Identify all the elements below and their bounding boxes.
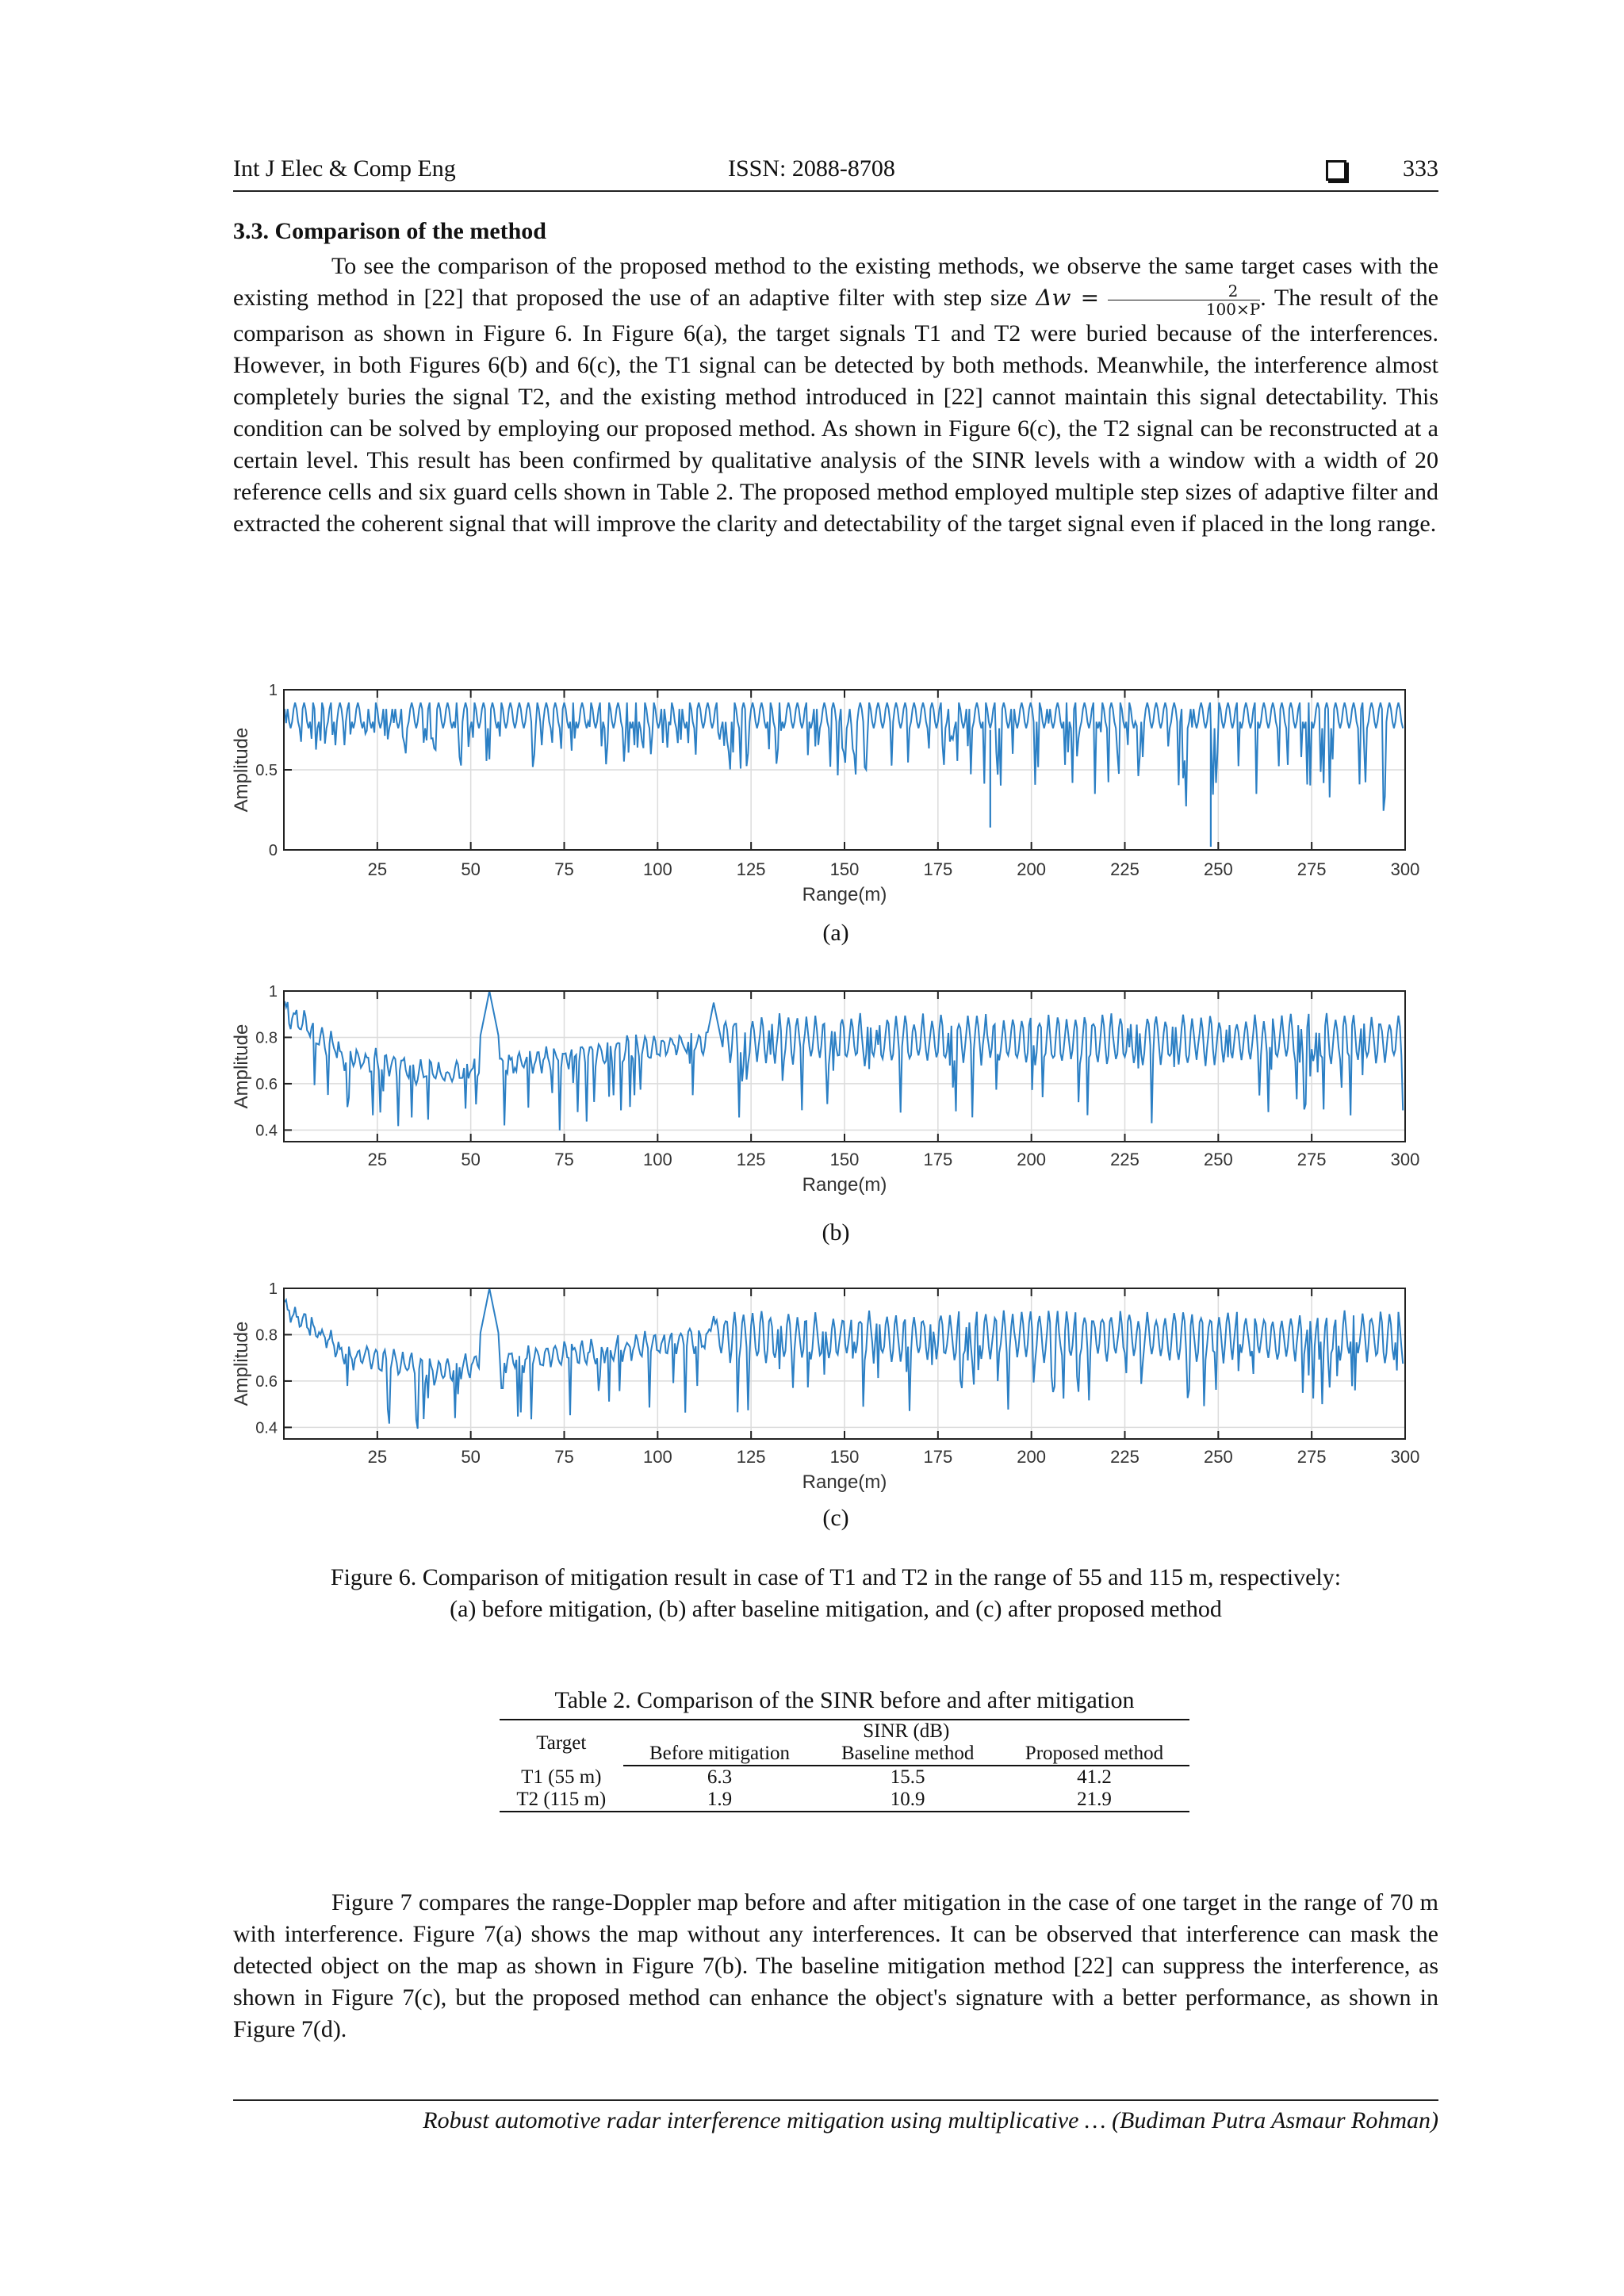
- x-axis-label: Range(m): [802, 884, 887, 905]
- page-footer: Robust automotive radar interference mitigation using multiplicative … (Budiman Putra Asmaur Rohman): [233, 2099, 1438, 2134]
- cell-before: 1.9: [623, 1789, 817, 1812]
- x-tick-label: 75: [554, 1150, 574, 1169]
- table-row: [500, 1766, 1189, 1789]
- step-size-fraction: [1108, 282, 1260, 318]
- y-axis-label: Amplitude: [231, 1024, 252, 1109]
- paragraph-comparison: [233, 251, 1438, 540]
- x-tick-label: 200: [1017, 1447, 1047, 1467]
- x-tick-label: 125: [736, 1150, 766, 1169]
- x-axis-label: Range(m): [802, 1174, 887, 1196]
- x-tick-label: 175: [923, 1447, 953, 1467]
- y-axis-label: Amplitude: [231, 727, 252, 813]
- table-row: [500, 1789, 1189, 1812]
- plot-before-mitigation: [230, 682, 1435, 920]
- subfigure-label-a: (a): [822, 920, 849, 946]
- x-tick-label: 250: [1203, 1447, 1233, 1467]
- y-tick-label: 0.8: [255, 1029, 278, 1047]
- x-tick-label: 25: [367, 1447, 388, 1467]
- x-tick-label: 250: [1203, 859, 1233, 879]
- y-tick-label: 0: [268, 842, 278, 859]
- cell-target: T2 (115 m): [500, 1789, 623, 1812]
- col-header-target: Target: [500, 1720, 623, 1766]
- paragraph-text-before-formula: To see the comparison of the proposed method to the existing methods, we observe the same target cases with the existing method in [22] that proposed the use of an adaptive filter with step size: [233, 253, 1438, 311]
- x-tick-label: 150: [829, 1150, 860, 1169]
- x-tick-label: 250: [1203, 1150, 1233, 1169]
- x-tick-label: 200: [1017, 1150, 1047, 1169]
- y-axis-label: Amplitude: [231, 1321, 252, 1406]
- sinr-table: [500, 1719, 1189, 1812]
- x-tick-label: 50: [461, 859, 481, 879]
- y-tick-label: 0.8: [255, 1326, 278, 1345]
- x-tick-label: 150: [829, 1447, 860, 1467]
- x-tick-label: 125: [736, 1447, 766, 1467]
- step-size-formula-lhs: Δw =: [1036, 285, 1100, 311]
- cell-before: 6.3: [707, 1766, 733, 1788]
- x-tick-label: 200: [1017, 859, 1047, 879]
- x-tick-label: 75: [554, 859, 574, 879]
- x-tick-label: 225: [1110, 1150, 1139, 1169]
- x-tick-label: 25: [367, 859, 388, 879]
- y-tick-label: 0.4: [255, 1122, 278, 1140]
- y-tick-label: 1: [268, 1280, 278, 1298]
- plot-proposed-method: [230, 1280, 1435, 1502]
- y-tick-label: 1: [268, 983, 278, 1001]
- x-tick-label: 300: [1390, 859, 1420, 879]
- x-tick-label: 225: [1110, 1447, 1139, 1467]
- x-tick-label: 100: [642, 1447, 672, 1467]
- x-tick-label: 300: [1390, 1150, 1420, 1169]
- table-title: Table 2. Comparison of the SINR before and after mitigation: [554, 1687, 1135, 1713]
- cell-baseline: 10.9: [816, 1789, 998, 1812]
- page-number: 333: [1403, 155, 1438, 182]
- x-tick-label: 275: [1297, 859, 1327, 879]
- fraction-denominator: 100×P: [1205, 300, 1261, 319]
- y-tick-label: 0.6: [255, 1075, 278, 1093]
- x-tick-label: 100: [642, 1150, 672, 1169]
- subfigure-label-c: (c): [822, 1505, 849, 1531]
- section-title: 3.3. Comparison of the method: [233, 218, 546, 244]
- x-tick-label: 300: [1390, 1447, 1420, 1467]
- x-tick-label: 50: [461, 1447, 481, 1467]
- page-header: [233, 155, 1438, 192]
- y-tick-label: 0.6: [255, 1372, 278, 1391]
- x-tick-label: 100: [642, 859, 672, 879]
- x-tick-label: 225: [1110, 859, 1139, 879]
- x-tick-label: 125: [736, 859, 766, 879]
- plot-baseline-mitigation: [230, 983, 1435, 1205]
- x-tick-label: 275: [1297, 1447, 1327, 1467]
- paragraph-range-doppler: Figure 7 compares the range-Doppler map before and after mitigation in the case of one target in the range of 70 m with interference. Figure 7(a) shows the map without any interferences. It can be observed that interference can mask the detected object on the map as shown in Figure 7(b). The baseline mitigation method [22] can suppress the interference, as shown in Figure 7(c), but the proposed method can enhance the object's signature with a better performance, as shown in Figure 7(d).: [233, 1889, 1438, 2042]
- x-axis-label: Range(m): [802, 1471, 887, 1493]
- paragraph-text-after-formula: . The result of the comparison as shown in Figure 6. In Figure 6(a), the target signals T1 and T2 were buried because of the interferences. However, in both Figures 6(b) and 6(c), the T1 signal can be detected by both methods. Meanwhile, the interference almost completely buries the signal T2, and the existing method introduced in [22] cannot maintain this signal detectability. This condition can be solved by employing our proposed method. As shown in Figure 6(c), the T2 signal can be reconstructed at a certain level. This result has been confirmed by qualitative analysis of the SINR levels with a window with a width of 20 reference cells and six guard cells shown in Table 2. The proposed method employed multiple step sizes of adaptive filter and extracted the coherent signal that will improve the clarity and detectability of the target signal even if placed in the long range.: [233, 285, 1438, 537]
- journal-name: Int J Elec & Comp Eng: [233, 155, 456, 182]
- caption-line-2: (a) before mitigation, (b) after baseline mitigation, and (c) after proposed method: [450, 1596, 1222, 1622]
- x-tick-label: 25: [367, 1150, 388, 1169]
- x-tick-label: 175: [923, 1150, 953, 1169]
- cell-proposed: 41.2: [1077, 1766, 1112, 1788]
- x-tick-label: 175: [923, 859, 953, 879]
- col-header-before: Before mitigation: [623, 1743, 817, 1766]
- col-header-proposed: Proposed method: [999, 1743, 1189, 1766]
- y-tick-label: 1: [268, 682, 278, 699]
- subfigure-label-b: (b): [822, 1219, 850, 1246]
- x-tick-label: 275: [1297, 1150, 1327, 1169]
- x-tick-label: 75: [554, 1447, 574, 1467]
- y-tick-label: 0.5: [255, 762, 278, 779]
- col-header-sinr: SINR (dB): [623, 1720, 1189, 1743]
- fraction-numerator: 2: [1108, 282, 1260, 300]
- figure-caption: [233, 1562, 1438, 1625]
- issn-label: ISSN: 2088-8708: [728, 155, 895, 182]
- y-tick-label: 0.4: [255, 1419, 278, 1437]
- x-tick-label: 150: [829, 859, 860, 879]
- caption-line-1: Figure 6. Comparison of mitigation result in case of T1 and T2 in the range of 55 and 115 m, respectively:: [330, 1564, 1342, 1590]
- x-tick-label: 50: [461, 1150, 481, 1169]
- col-header-baseline: Baseline method: [816, 1743, 998, 1766]
- cell-proposed: 21.9: [999, 1789, 1189, 1812]
- cell-baseline: 15.5: [890, 1766, 925, 1788]
- cell-target: T1 (55 m): [521, 1766, 602, 1788]
- square-bullet-icon: [1326, 160, 1346, 181]
